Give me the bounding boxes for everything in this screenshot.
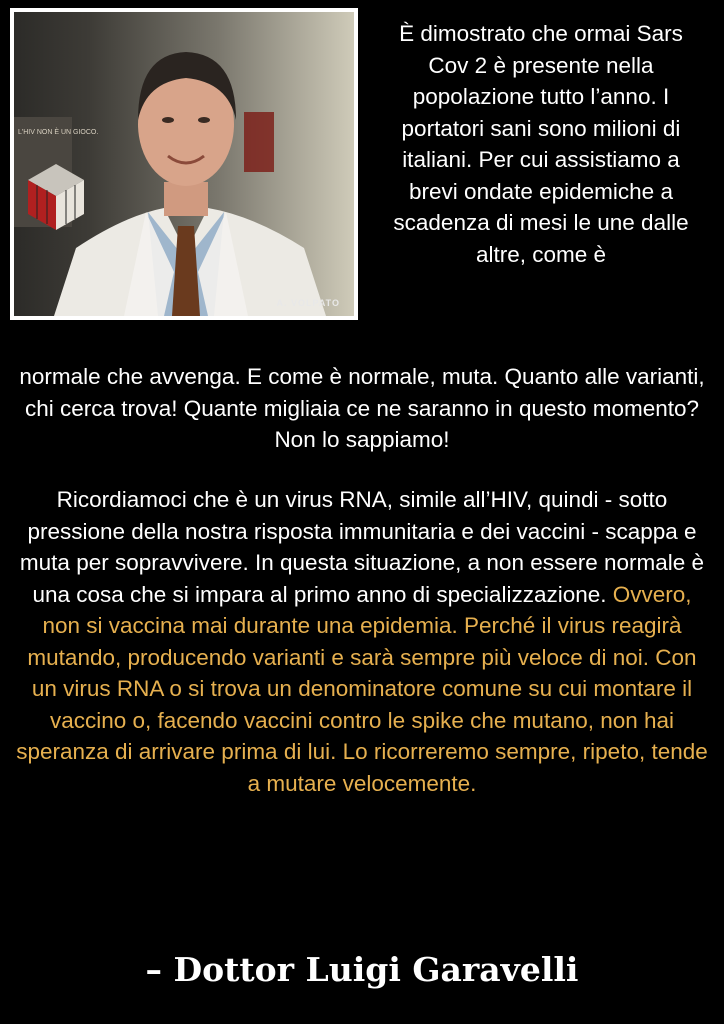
quote-paragraph-2-white: Ricordiamoci che è un virus RNA, simile all’HIV, quindi - sotto pressione della nostra risposta immunitaria e dei vaccini - scappa e muta per sopravvivere. In questa situazione, a non essere normale è una cosa che si impara al primo anno di specializzazione. [19,487,705,607]
quote-text-top: È dimostrato che ormai Sars Cov 2 è presente nella popolazione tutto l’anno. I portatori sani sono milioni di italiani. Per cui assistiamo a brevi ondate epidemiche a scadenza di mesi le une dalle altre, come è [393,21,689,267]
photo-watermark: A. VOLPATO [276,298,340,308]
poster-text: L'HIV NON È UN GIOCO. [18,129,99,136]
quote-paragraph-2 [14,484,710,799]
signature: – Dottor Luigi Garavelli [145,950,579,989]
doctor-portrait [14,12,354,316]
quote-paragraph-2-highlight: Ovvero, non si vaccina mai durante una epidemia. Perché il virus reagirà mutando, producendo varianti e sarà sempre più veloce di noi. Con un virus RNA o si trova un denominatore comune su cui montare il vaccino o, facendo vaccini contro le spike che mutano, non hai speranza di arrivare prima di lui. Lo ricorreremo sempre, ripeto, tende a mutare velocemente. [16,581,708,796]
portrait-illustration [14,12,354,316]
quote-text-wide: normale che avvenga. E come è normale, muta. Quanto alle varianti, chi cerca trova! Quante migliaia ce ne saranno in questo momento? Non lo sappiamo! [19,364,705,452]
doctor-photo [10,8,358,320]
